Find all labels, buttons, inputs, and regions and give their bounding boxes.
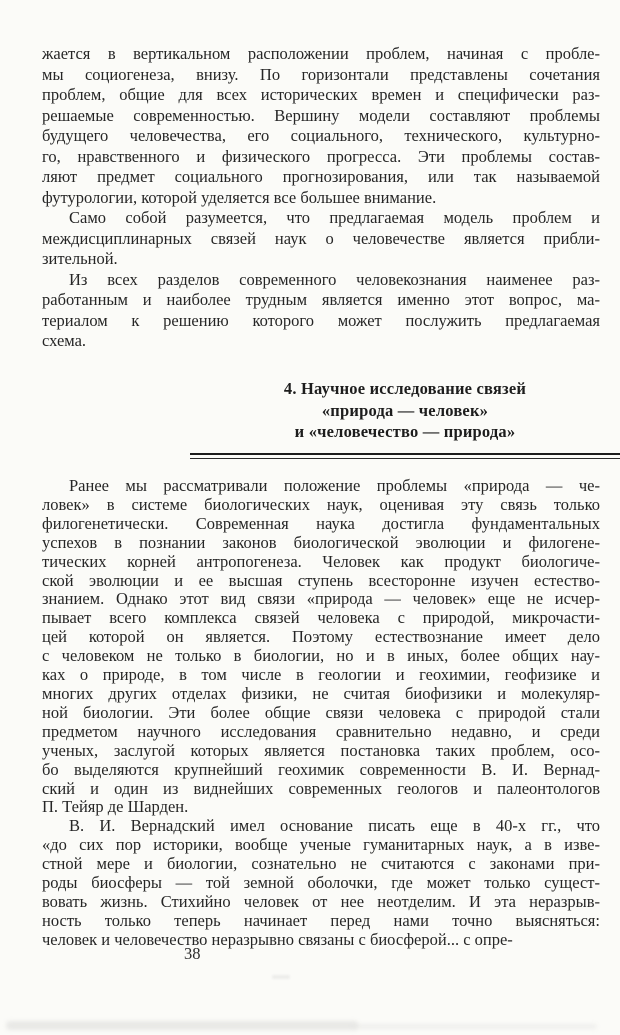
page-number: 38 [184, 944, 201, 963]
scan-smudge [6, 1021, 358, 1030]
text-line: ной биологии. Эти более общие связи человека с природой стали [42, 702, 600, 722]
text-line: ловек» в системе биологических наук, оценивая эту связь только [42, 494, 600, 514]
section-heading-line-3: и «человечество — природа» [294, 422, 516, 441]
text-line: В. И. Вернадский имел основание писать еще в 40-х гг., что [69, 816, 600, 836]
paragraph [42, 208, 600, 270]
text-line: Само собой разумеется, что предлагаемая модель проблем и [69, 208, 600, 227]
text-line: знанием. Однако этот вид связи «природа — человек» еще не исчер- [42, 589, 600, 609]
text-line: с человеком не только в биологии, но и в иных, более общих нау- [42, 646, 600, 666]
paragraph [42, 270, 600, 352]
text-line: жается в вертикальном расположении проблем, начиная с пробле- [42, 44, 600, 63]
text-line: зительной. [42, 249, 118, 268]
section-heading-line-2: «природа — человек» [321, 400, 489, 420]
section-heading [190, 378, 620, 443]
text-line: Из всех разделов современного человекознания наименее раз- [69, 269, 600, 289]
text-line: футурологии, которой уделяется все большее внимание. [42, 187, 437, 207]
scan-smudge [352, 1024, 597, 1029]
text-line: ученых, заслугой которых является постановка таких проблем, осо- [42, 740, 600, 760]
text-line: тических корней антропогенеза. Человек как продукт биологиче- [42, 551, 600, 571]
text-line: цей которой он является. Поэтому естествознание имеет дело [42, 627, 600, 647]
text-line: мы социогенеза, внизу. По горизонтали представлены сочетания [42, 64, 600, 84]
text-line: работанным и наиболее трудным является именно этот вопрос, ма- [42, 290, 600, 309]
text-line: проблем, общие для всех исторических времен и специфически раз- [42, 85, 600, 104]
double-rule-divider [190, 453, 620, 459]
paragraph [42, 817, 600, 949]
text-line: Ранее мы рассматривали положение проблемы «природа — че- [69, 476, 600, 495]
scan-smudge [272, 975, 290, 979]
text-line: пывает всего комплекса связей человека с природой, микрочасти- [42, 608, 600, 628]
text-line: человек и человечество неразрывно связаны с биосферой... с опре- [42, 929, 513, 949]
text-line: роды биосферы — той земной оболочки, где может только сущест- [42, 873, 600, 893]
body-text-section [42, 477, 600, 950]
text-line: междисциплинарных связей наук о человечестве является прибли- [42, 228, 600, 248]
text-line: «до сих пор историки, вообще ученые гуманитарных наук, а в изве- [42, 835, 600, 855]
text-line: решаемые современностью. Вершину модели составляют проблемы [42, 105, 600, 125]
top-text-section [42, 44, 600, 352]
text-line: стной мере и биологии, сознательно не считаются с законами при- [42, 854, 600, 874]
text-line: ляют предмет социального прогнозирования, или так называемой [42, 167, 600, 186]
section-heading-line-1: 4. Научное исследование связей [283, 379, 527, 398]
text-line: многих других отделах физики, не считая биофизики и молекуляр- [42, 683, 600, 703]
text-line: филогенетически. Современная наука достигла фундаментальных [42, 513, 600, 533]
text-line: предметом научного исследования сравнительно недавно, и среди [42, 721, 600, 741]
text-line: П. Тейяр де Шарден. [42, 797, 189, 817]
text-line: териалом к решению которого может послужить предлагаемая [42, 310, 600, 330]
text-line: ской эволюции и ее высшая ступень всесторонне изучен естество- [42, 570, 600, 590]
paragraph [42, 44, 600, 208]
text-line: бо выделяются крупнейший геохимик современности В. И. Вернад- [42, 759, 600, 779]
text-line: ках о природе, в том числе в геологии и геохимии, геофизике и [42, 665, 600, 685]
text-line: го, нравственного и физического прогресса. Эти проблемы состав- [42, 146, 600, 166]
text-line: схема. [42, 331, 87, 350]
paragraph [42, 477, 600, 817]
text-line: вовать жизнь. Стихийно человек от нее неотделим. И эта неразрыв- [42, 891, 600, 911]
text-line: успехов в познании законов биологической эволюции и филогене- [42, 532, 600, 552]
text-line: ность только теперь начинает перед нами точно выясняться: [42, 910, 600, 930]
text-line: будущего человечества, его социального, технического, культурно- [42, 126, 600, 145]
text-line: ский и один из виднейших современных геологов и палеонтологов [42, 778, 600, 798]
